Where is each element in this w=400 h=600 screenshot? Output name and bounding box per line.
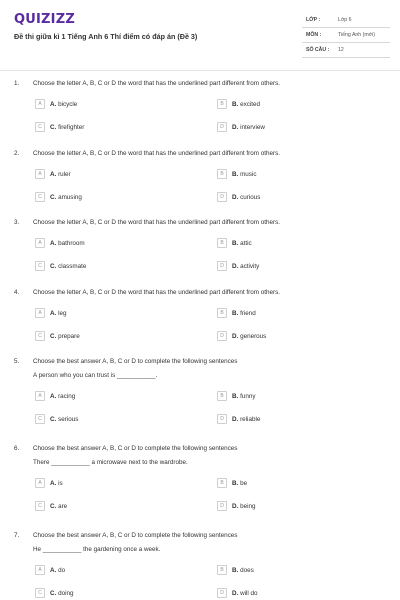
option-checkbox[interactable]: A <box>35 478 45 488</box>
option-text: are <box>58 503 68 510</box>
option-label <box>50 101 77 108</box>
option-letter: A. <box>50 480 57 487</box>
question-sentence: He ___________ the gardening once a week. <box>33 546 161 553</box>
question-number: 7. <box>14 532 20 539</box>
option-letter: C. <box>50 263 57 270</box>
option-text: interview <box>240 124 265 131</box>
option-checkbox[interactable]: D <box>217 192 227 202</box>
option-text: amusing <box>58 194 82 201</box>
option-label <box>232 416 260 423</box>
option-letter: B. <box>232 101 239 108</box>
option-checkbox[interactable]: A <box>35 169 45 179</box>
meta-value: 12 <box>338 47 344 53</box>
question-prompt: Choose the best answer A, B, C or D to complete the following sentences <box>33 532 238 539</box>
option-checkbox[interactable]: C <box>35 261 45 271</box>
meta-value: Lớp 6 <box>338 17 352 23</box>
option-label <box>232 194 260 201</box>
question-number: 2. <box>14 150 20 157</box>
option-label <box>232 171 257 178</box>
meta-row-class <box>302 13 390 28</box>
option-text: is <box>58 480 63 487</box>
option-text: serious <box>58 416 79 423</box>
option-checkbox[interactable]: B <box>217 478 227 488</box>
option-letter: B. <box>232 310 239 317</box>
option-checkbox[interactable]: B <box>217 169 227 179</box>
option-text: friend <box>240 310 256 317</box>
meta-row-subject <box>302 28 390 43</box>
quizizz-logo: QUIZIZZ <box>14 12 75 27</box>
option-letter: A. <box>50 310 57 317</box>
option-checkbox[interactable]: D <box>217 501 227 511</box>
option-label <box>232 263 259 270</box>
option-label <box>232 124 265 131</box>
option-letter: C. <box>50 590 57 597</box>
option-letter: C. <box>50 124 57 131</box>
option-text: curious <box>240 194 261 201</box>
question-number: 1. <box>14 80 20 87</box>
option-text: reliable <box>240 416 261 423</box>
option-label <box>50 310 66 317</box>
option-text: excited <box>240 101 261 108</box>
option-checkbox[interactable]: B <box>217 99 227 109</box>
option-text: racing <box>58 393 76 400</box>
option-letter: C. <box>50 416 57 423</box>
question-sentence: There ___________ a microwave next to the wardrobe. <box>33 459 188 466</box>
option-label <box>232 333 266 340</box>
option-letter: D. <box>232 503 239 510</box>
option-checkbox[interactable]: D <box>217 331 227 341</box>
option-text: do <box>58 567 66 574</box>
option-checkbox[interactable]: A <box>35 238 45 248</box>
question-prompt: Choose the best answer A, B, C or D to complete the following sentences <box>33 358 238 365</box>
option-text: bicycle <box>58 101 78 108</box>
option-letter: B. <box>232 171 239 178</box>
option-text: bathroom <box>58 240 85 247</box>
option-label <box>50 393 75 400</box>
option-label <box>232 101 260 108</box>
option-checkbox[interactable]: B <box>217 565 227 575</box>
option-checkbox[interactable]: A <box>35 99 45 109</box>
option-label <box>232 240 252 247</box>
meta-label: SỐ CÂU : <box>306 47 330 53</box>
question-prompt: Choose the best answer A, B, C or D to complete the following sentences <box>33 445 238 452</box>
option-label <box>50 124 84 131</box>
option-checkbox[interactable]: B <box>217 391 227 401</box>
option-letter: D. <box>232 333 239 340</box>
option-text: being <box>240 503 256 510</box>
option-text: will do <box>240 590 258 597</box>
meta-label: LỚP : <box>306 17 321 23</box>
option-label <box>232 590 258 597</box>
option-checkbox[interactable]: C <box>35 588 45 598</box>
option-letter: A. <box>50 101 57 108</box>
option-letter: C. <box>50 333 57 340</box>
option-checkbox[interactable]: A <box>35 308 45 318</box>
option-label <box>50 240 85 247</box>
option-text: classmate <box>58 263 87 270</box>
option-checkbox[interactable]: C <box>35 501 45 511</box>
option-text: attic <box>240 240 252 247</box>
option-checkbox[interactable]: D <box>217 414 227 424</box>
option-text: firefighter <box>58 124 85 131</box>
question-prompt: Choose the letter A, B, C or D the word that has the underlined part different from others. <box>33 150 280 157</box>
option-label <box>50 480 63 487</box>
option-label <box>50 194 82 201</box>
option-checkbox[interactable]: C <box>35 414 45 424</box>
meta-label: MÔN : <box>306 32 322 38</box>
option-label <box>50 333 80 340</box>
option-letter: B. <box>232 480 239 487</box>
option-text: music <box>240 171 257 178</box>
option-text: leg <box>58 310 67 317</box>
option-label <box>232 503 255 510</box>
header-divider <box>0 70 400 71</box>
question-number: 6. <box>14 445 20 452</box>
meta-row-count <box>302 43 390 58</box>
question-prompt: Choose the letter A, B, C or D the word that has the underlined part different from others. <box>33 289 280 296</box>
option-checkbox[interactable]: A <box>35 565 45 575</box>
option-label <box>50 503 67 510</box>
option-letter: B. <box>232 240 239 247</box>
option-text: prepare <box>58 333 80 340</box>
meta-value: Tiếng Anh (mới) <box>338 32 375 38</box>
option-letter: D. <box>232 194 239 201</box>
option-text: does <box>240 567 254 574</box>
option-label <box>50 263 86 270</box>
option-text: generous <box>240 333 267 340</box>
option-text: activity <box>240 263 260 270</box>
option-checkbox[interactable]: C <box>35 331 45 341</box>
option-text: be <box>240 480 248 487</box>
option-letter: A. <box>50 240 57 247</box>
question-number: 3. <box>14 219 20 226</box>
option-checkbox[interactable]: C <box>35 122 45 132</box>
option-checkbox[interactable]: D <box>217 261 227 271</box>
option-label <box>232 310 256 317</box>
option-letter: D. <box>232 263 239 270</box>
meta-table <box>302 13 390 58</box>
option-checkbox[interactable]: D <box>217 588 227 598</box>
option-letter: A. <box>50 171 57 178</box>
option-checkbox[interactable]: B <box>217 308 227 318</box>
question-number: 5. <box>14 358 20 365</box>
question-prompt: Choose the letter A, B, C or D the word that has the underlined part different from others. <box>33 219 280 226</box>
option-letter: C. <box>50 503 57 510</box>
option-letter: D. <box>232 590 239 597</box>
question-prompt: Choose the letter A, B, C or D the word that has the underlined part different from others. <box>33 80 280 87</box>
option-letter: A. <box>50 393 57 400</box>
option-letter: D. <box>232 124 239 131</box>
option-label <box>232 567 254 574</box>
option-text: funny <box>240 393 256 400</box>
option-letter: B. <box>232 393 239 400</box>
option-text: ruler <box>58 171 71 178</box>
question-sentence: A person who you can trust is ___________. <box>33 372 158 379</box>
option-text: doing <box>58 590 74 597</box>
option-letter: A. <box>50 567 57 574</box>
option-label <box>50 171 71 178</box>
question-number: 4. <box>14 289 20 296</box>
option-label <box>232 393 255 400</box>
option-label <box>232 480 247 487</box>
option-checkbox[interactable]: B <box>217 238 227 248</box>
option-label <box>50 567 65 574</box>
option-letter: D. <box>232 416 239 423</box>
option-checkbox[interactable]: A <box>35 391 45 401</box>
option-letter: C. <box>50 194 57 201</box>
option-checkbox[interactable]: C <box>35 192 45 202</box>
page-header <box>0 0 400 66</box>
page-title: Đề thi giữa kì 1 Tiếng Anh 6 Thí điểm có đáp án (Đề 3) <box>14 32 198 41</box>
option-letter: B. <box>232 567 239 574</box>
option-checkbox[interactable]: D <box>217 122 227 132</box>
option-label <box>50 590 73 597</box>
option-label <box>50 416 78 423</box>
